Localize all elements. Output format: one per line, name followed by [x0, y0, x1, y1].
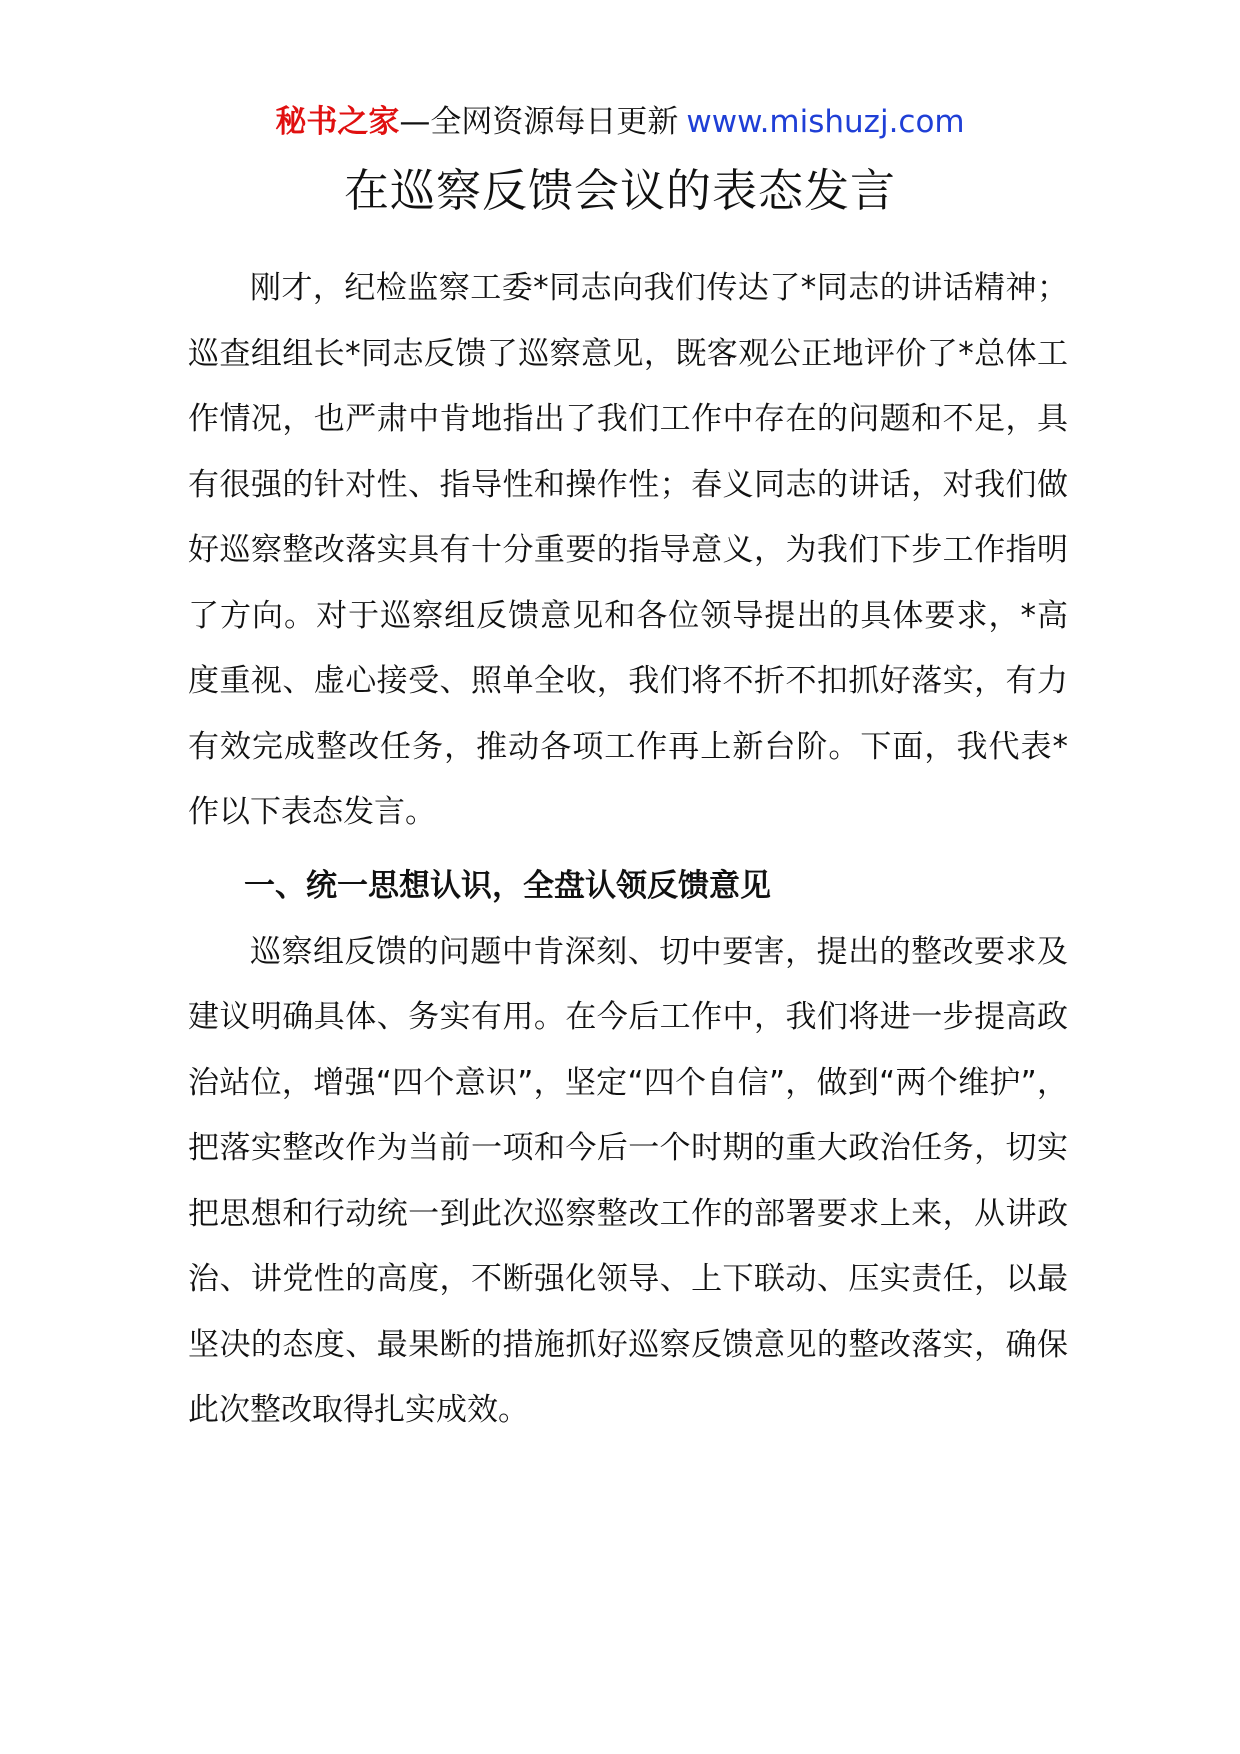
intro-paragraph: 刚才，纪检监察工委*同志向我们传达了*同志的讲话精神；巡查组组长*同志反馈了巡察意见，既客观公正地评价了*总体工作情况，也严肃中肯地指出了我们工作中存在的问题和不足，具有很强的针对性、指导性和操作性；春义同志的讲话，对我们做好巡察整改落实具有十分重要的指导意义，为我们下步工作指明了方向。对于巡察组反馈意见和各位领导提出的具体要求，*高度重视、虚心接受、照单全收，我们将不折不扣抓好落实，有力有效完成整改任务，推动各项工作再上新台阶。下面，我代表*作以下表态发言。	[188, 270, 1068, 830]
section-1-paragraph: 巡察组反馈的问题中肯深刻、切中要害，提出的整改要求及建议明确具体、务实有用。在今后工作中，我们将进一步提高政治站位，增强“四个意识”，坚定“四个自信”，做到“两个维护”，把落实整改作为当前一项和今后一个时期的重大政治任务，切实把思想和行动统一到此次巡察整改工作的部署要求上来，从讲政治、讲党性的高度，不断强化领导、上下联动、压实责任，以最坚决的态度、最果断的措施抓好巡察反馈意见的整改落实，确保此次整改取得扎实成效。	[188, 933, 1068, 1428]
document-body	[188, 256, 1068, 1444]
document-title: 在巡察反馈会议的表态发言	[343, 164, 896, 217]
site-url-link[interactable]: www.mishuzj.com	[686, 104, 965, 140]
site-header	[0, 100, 1240, 144]
section-heading-1: 一、统一思想认识，全盘认领反馈意见	[244, 867, 771, 904]
brand-name: 秘书之家	[275, 104, 400, 140]
site-tagline: —全网资源每日更新	[399, 104, 679, 140]
